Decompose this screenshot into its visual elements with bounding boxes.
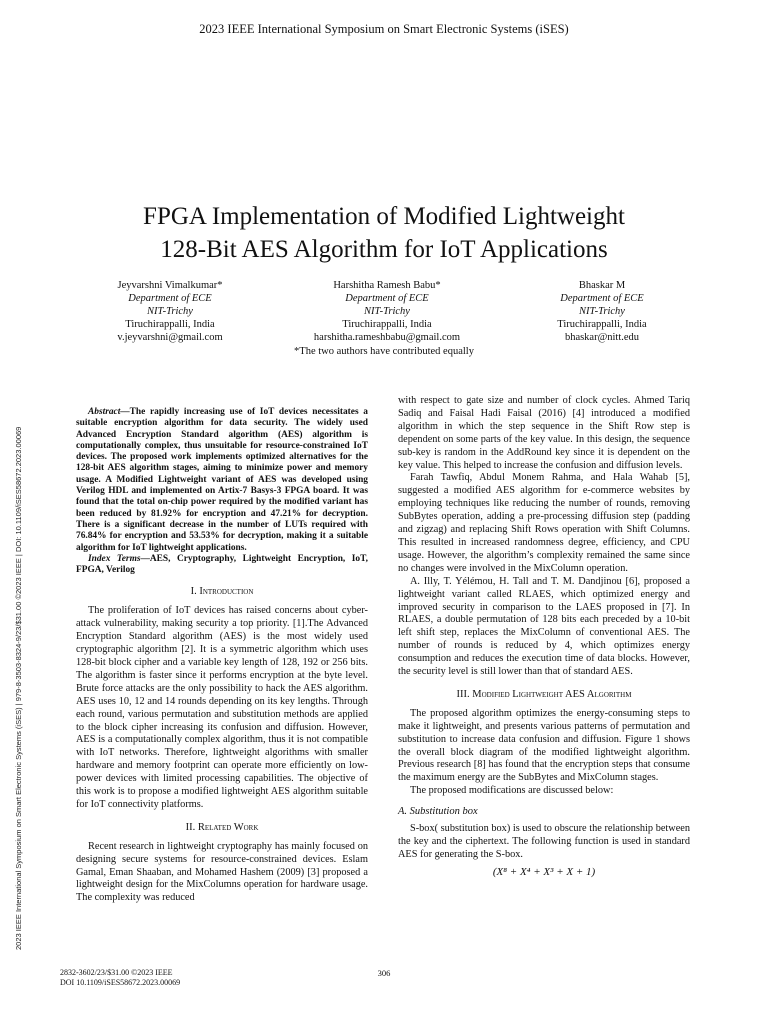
footer-doi: DOI 10.1109/iSES58672.2023.00069	[60, 978, 181, 987]
author-dept: Department of ECE	[128, 293, 212, 304]
modified-paragraph-1: The proposed algorithm optimizes the energy-consuming steps to make it lightweight, and presents various patterns of permutation and substitution to increase data confusion and diffusion. Figure 1 shows the overall block diagram of the modified lightweight algorithm. Previous research [8] has found that the encryption steps that consume the maximum energy are the SubBytes and MixColumn stages.	[398, 707, 690, 784]
author-block	[70, 279, 700, 343]
author-inst: NIT-Trichy	[147, 306, 193, 317]
section-heading-related-work: II. Related Work	[185, 821, 259, 833]
index-terms-text: —AES, Cryptography, Lightweight Encryption, IoT, FPGA, Verilog	[76, 553, 368, 576]
author-3	[504, 279, 700, 344]
footer-issn: 2832-3602/23/$31.00 ©2023 IEEE	[60, 968, 173, 977]
conference-header: 2023 IEEE International Symposium on Smart Electronic Systems (iSES)	[199, 22, 569, 36]
author-email: bhaskar@nitt.edu	[564, 332, 640, 343]
author-name: Bhaskar M	[578, 280, 626, 291]
left-column	[76, 407, 368, 905]
author-1	[70, 279, 270, 344]
index-terms	[76, 554, 368, 577]
related-paragraph-3: A. Illy, T. Yélémou, H. Tall and T. M. Dandjinou [6], proposed a lightweight variant called RLAES, which optimized energy and improved security in comparison to the LAES proposed in [7]. In RLAES, a double permutation of 128 bits each preceded by a 10-bit left shift step, replaces the MixColumn of conventional AES. The number of rounds is reduced by 4, which optimizes energy consumption and reduces the execution time of data blocks. However, the security level is still lower than that of standard AES.	[398, 575, 690, 678]
title-line-1: FPGA Implementation of Modified Lightweight	[143, 203, 625, 230]
author-name: Jeyvarshni Vimalkumar*	[117, 280, 223, 291]
sbox-equation: (X⁸ + X⁴ + X³ + X + 1)	[492, 865, 596, 878]
abstract	[76, 407, 368, 554]
title-line-2: 128-Bit AES Algorithm for IoT Applications	[160, 236, 608, 263]
index-terms-label: Index Terms	[88, 553, 141, 564]
related-continued-paragraph: with respect to gate size and number of clock cycles. Ahmed Tariq Sadiq and Faisal Hadi Faisal (2016) [4] introduced a modified algorithm in which the step sequence in the Shift Row step is dependent on some parts of the key value. In this design, the sequence sub-key is random in the AddRound key since it is dependent on the key value. This helped to increase the confusion and diffusion levels.	[398, 395, 690, 471]
author-inst: NIT-Trichy	[364, 306, 410, 317]
page-number: 306	[377, 968, 391, 978]
side-doi-note: 2023 IEEE International Symposium on Smart Electronic Systems (iSES) | 979-8-3503-8324-9/23/$31.00 ©2023 IEEE | DOI: 10.1109/iSES58672.2023.00069	[14, 426, 23, 950]
author-city: Tiruchirappalli, India	[342, 319, 432, 330]
equal-contribution-note: *The two authors have contributed equally	[294, 346, 474, 357]
modified-paragraph-2: The proposed modifications are discussed below:	[410, 785, 614, 797]
right-column	[398, 395, 690, 879]
intro-paragraph: The proliferation of IoT devices has raised concerns about cyber-attack vulnerability, making security a top priority. [1].The Advanced Encryption Standard algorithm (AES) is the most widely used cryptographic algorithm [2]. It is a symmetric algorithm which uses 128-bit block cipher and a variable key length of 128, 192 or 256 bits. The algorithm is faster since it performs encryption at the byte level. Brute force attacks are the only possibility to hack the AES algorithm. AES uses 10, 12 and 14 rounds depending on its key lengths. Through each round, various permutation and substitution methods are applied to the block cipher increasing its confusion and diffusion. However, AES is a computationally complex algorithm, thus it is not compatible with IoT networks. Therefore, lightweight algorithms with smaller hardware and memory footprint can operate more efficiently on low-power devices with limited processing capabilities. The objective of this work is to propose a modified lightweight AES algorithm suitable for IoT connectivity platforms.	[76, 605, 368, 810]
subsection-heading-sbox: A. Substitution box	[398, 806, 478, 818]
author-city: Tiruchirappalli, India	[557, 319, 647, 330]
sbox-paragraph: S-box( substitution box) is used to obscure the relationship between the key and the ciphertext. The following function is used in standard AES for generating the S-box.	[398, 823, 690, 860]
section-heading-introduction: I. Introduction	[190, 586, 254, 598]
abstract-text: —The rapidly increasing use of IoT devices necessitates a suitable encryption algorithm for data security. The widely used Advanced Encryption Standard algorithm (AES) algorithm is computationally complex, thus unsuitable for resource-constrained IoT devices. The proposed work implements optimized alternatives for the 128-bit AES algorithm stages, aiming to minimize power and memory usage. A Modified Lightweight variant of AES was developed using Verilog HDL and implemented on Artix-7 Basys-3 FPGA board. It was found that the total on-chip power required by the modified variant has been reduced by 81.92% for encryption and 47.21% for decryption. There is a significant decrease in the number of LUTs required with 76.84% for encryption and 53.53% for decryption, making it a suitable algorithm for IoT lightweight applications.	[76, 407, 368, 553]
author-inst: NIT-Trichy	[579, 306, 625, 317]
author-dept: Department of ECE	[345, 293, 429, 304]
author-email: v.jeyvarshni@gmail.com	[117, 332, 223, 343]
author-2	[270, 279, 504, 344]
author-dept: Department of ECE	[560, 293, 644, 304]
abstract-label: Abstract	[88, 407, 121, 417]
author-email: harshitha.rameshbabu@gmail.com	[313, 332, 461, 343]
section-heading-modified-aes: III. Modified Lightweight AES Algorithm	[456, 688, 632, 700]
author-city: Tiruchirappalli, India	[125, 319, 215, 330]
related-paragraph-2: Farah Tawfiq, Abdul Monem Rahma, and Hala Wahab [5], suggested a modified AES algorithm for e-commerce websites by employing techniques like reducing the number of rounds, removing SubBytes operation, adding a pre-processing diffusion step (padding and zigzag) and replacing Shift Rows operation with Shift Columns. This resulted in increased randomness degree, efficiency, and CPU usage. However, the algorithm’s complexity remained the same since no changes were involved in the MixColumn operation.	[398, 472, 690, 574]
paper-title	[40, 200, 728, 266]
related-paragraph: Recent research in lightweight cryptography has mainly focused on designing secure systems for resource-constrained devices. Eslam Gamal, Eman Shaaban, and Mohamed Hashem (2009) [3] proposed a lightweight design for the MixColumns operation for hardware usage. The complexity was reduced	[76, 840, 368, 904]
author-name: Harshitha Ramesh Babu*	[333, 280, 441, 291]
